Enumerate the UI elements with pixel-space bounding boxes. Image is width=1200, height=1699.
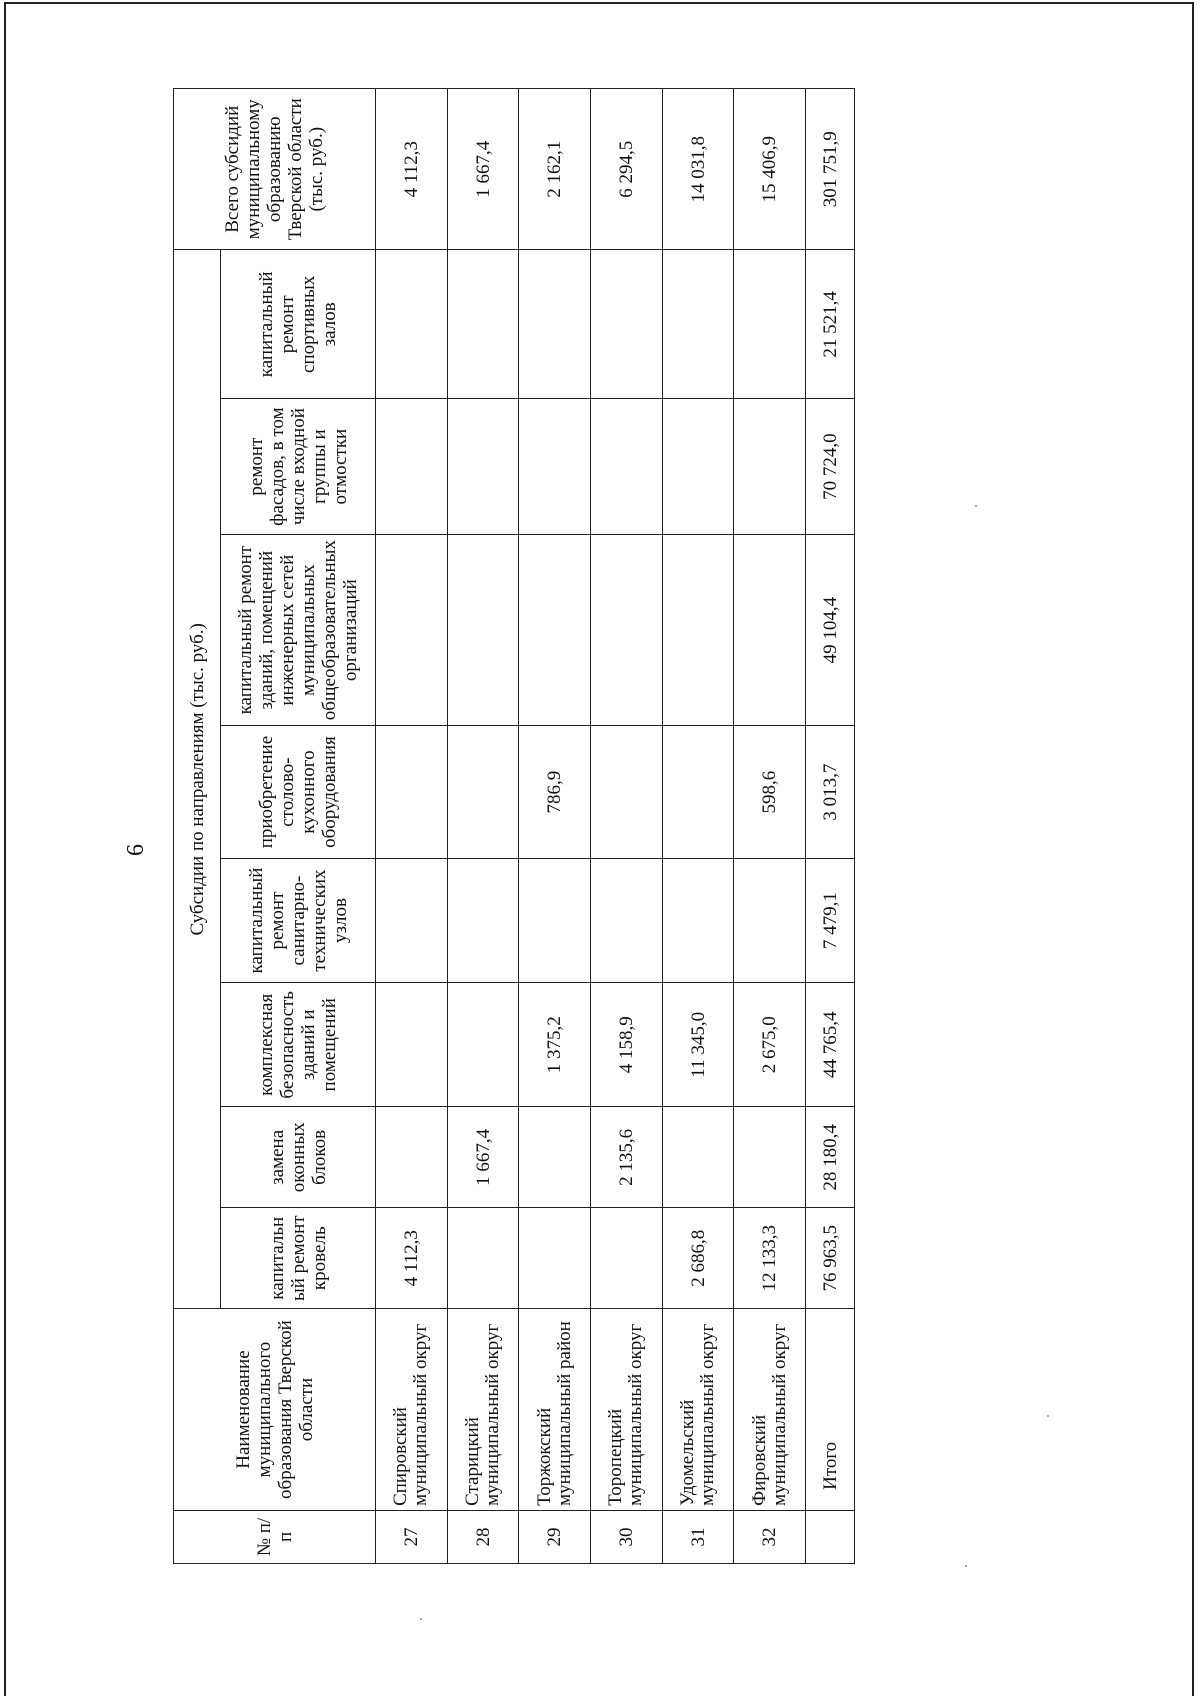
cell-value [376,1107,448,1208]
table-row [447,89,519,1564]
cell-value [447,983,519,1107]
header-col-kitchen: приобретение столово-кухонного оборудования [221,726,376,859]
cell-value [591,858,663,982]
row-name: Торопецкий муниципальный округ [591,1309,663,1511]
totals-label: Итого [806,1309,855,1511]
table-row [376,89,448,1564]
row-total: 14 031,8 [662,89,734,250]
header-col-sanitary: капитальный ремонт санитарно-технических узлов [221,858,376,982]
cell-value [519,1107,591,1208]
table-row [734,89,806,1564]
grand-total: 301 751,9 [806,89,855,250]
row-name: Фировский муниципальный округ [734,1309,806,1511]
cell-value [447,399,519,535]
row-num: 31 [662,1510,734,1563]
row-total: 15 406,9 [734,89,806,250]
cell-value [591,399,663,535]
row-num: 30 [591,1510,663,1563]
cell-value [447,858,519,982]
cell-value [734,1107,806,1208]
totals-value: 44 765,4 [806,983,855,1107]
cell-value [662,858,734,982]
row-name: Торжокский муниципальный район [519,1309,591,1511]
cell-value [447,726,519,859]
totals-value: 70 724,0 [806,399,855,535]
row-name: Удомельский муниципальный округ [662,1309,734,1511]
row-name: Старицкий муниципальный округ [447,1309,519,1511]
cell-value: 1 667,4 [447,1107,519,1208]
totals-value: 21 521,4 [806,250,855,399]
cell-value [591,726,663,859]
header-num: № п/п [174,1510,376,1563]
cell-value [734,535,806,726]
cell-value [376,983,448,1107]
cell-value [662,399,734,535]
cell-value [376,535,448,726]
row-total: 4 112,3 [376,89,448,250]
header-subsidy-group: Субсидии по направлениям (тыс. руб.) [174,250,221,1309]
totals-num-empty [806,1510,855,1563]
cell-value: 4 158,9 [591,983,663,1107]
header-col-roof: капитальный ремонт кровель [221,1208,376,1309]
table-row [662,89,734,1564]
cell-value [734,250,806,399]
cell-value: 1 375,2 [519,983,591,1107]
totals-value: 49 104,4 [806,535,855,726]
cell-value: 598,6 [734,726,806,859]
header-col-facades: ремонт фасадов, в том числе входной группы и отмостки [221,399,376,535]
cell-value [519,1208,591,1309]
row-num: 29 [519,1510,591,1563]
totals-value: 76 963,5 [806,1208,855,1309]
cell-value [662,726,734,859]
header-col-buildings: капитальный ремонт зданий, помещений инженерных сетей муниципальных общеобразовательных организаций [221,535,376,726]
table-row [591,89,663,1564]
header-name: Наименование муниципального образования Тверской области [174,1309,376,1511]
cell-value: 11 345,0 [662,983,734,1107]
header-col-windows: замена оконных блоков [221,1107,376,1208]
page-number: 6 [123,844,149,856]
cell-value: 12 133,3 [734,1208,806,1309]
header-col-safety: комплексная безопасность зданий и помещений [221,983,376,1107]
cell-value: 4 112,3 [376,1208,448,1309]
cell-value [591,1208,663,1309]
totals-value: 28 180,4 [806,1107,855,1208]
cell-value [376,858,448,982]
cell-value [376,399,448,535]
cell-value [519,399,591,535]
table-rotation-frame [173,88,855,1564]
totals-value: 7 479,1 [806,858,855,982]
cell-value [376,726,448,859]
header-col-gyms: капитальный ремонт спортивных залов [221,250,376,399]
scan-speck [965,1565,967,1567]
cell-value [519,858,591,982]
cell-value [519,535,591,726]
cell-value: 2 675,0 [734,983,806,1107]
row-name: Спировский муниципальный округ [376,1309,448,1511]
cell-value [662,535,734,726]
cell-value [447,535,519,726]
scan-speck [420,1618,422,1620]
cell-value [447,1208,519,1309]
cell-value [519,250,591,399]
row-num: 27 [376,1510,448,1563]
row-total: 6 294,5 [591,89,663,250]
subsidies-table [173,88,855,1564]
row-total: 2 162,1 [519,89,591,250]
cell-value [734,399,806,535]
cell-value [376,250,448,399]
table-row [519,89,591,1564]
cell-value [662,1107,734,1208]
cell-value [591,250,663,399]
table-rotated-content [173,88,855,1564]
cell-value [734,858,806,982]
cell-value [662,250,734,399]
scan-speck [975,505,977,507]
cell-value [591,535,663,726]
row-num: 32 [734,1510,806,1563]
scan-speck [1047,1415,1049,1417]
row-total: 1 667,4 [447,89,519,250]
cell-value: 2 686,8 [662,1208,734,1309]
cell-value: 786,9 [519,726,591,859]
row-num: 28 [447,1510,519,1563]
totals-row [806,89,855,1564]
totals-value: 3 013,7 [806,726,855,859]
cell-value [447,250,519,399]
cell-value: 2 135,6 [591,1107,663,1208]
header-total: Всего субсидий муниципальному образованию Тверской области (тыс. руб.) [174,89,376,250]
